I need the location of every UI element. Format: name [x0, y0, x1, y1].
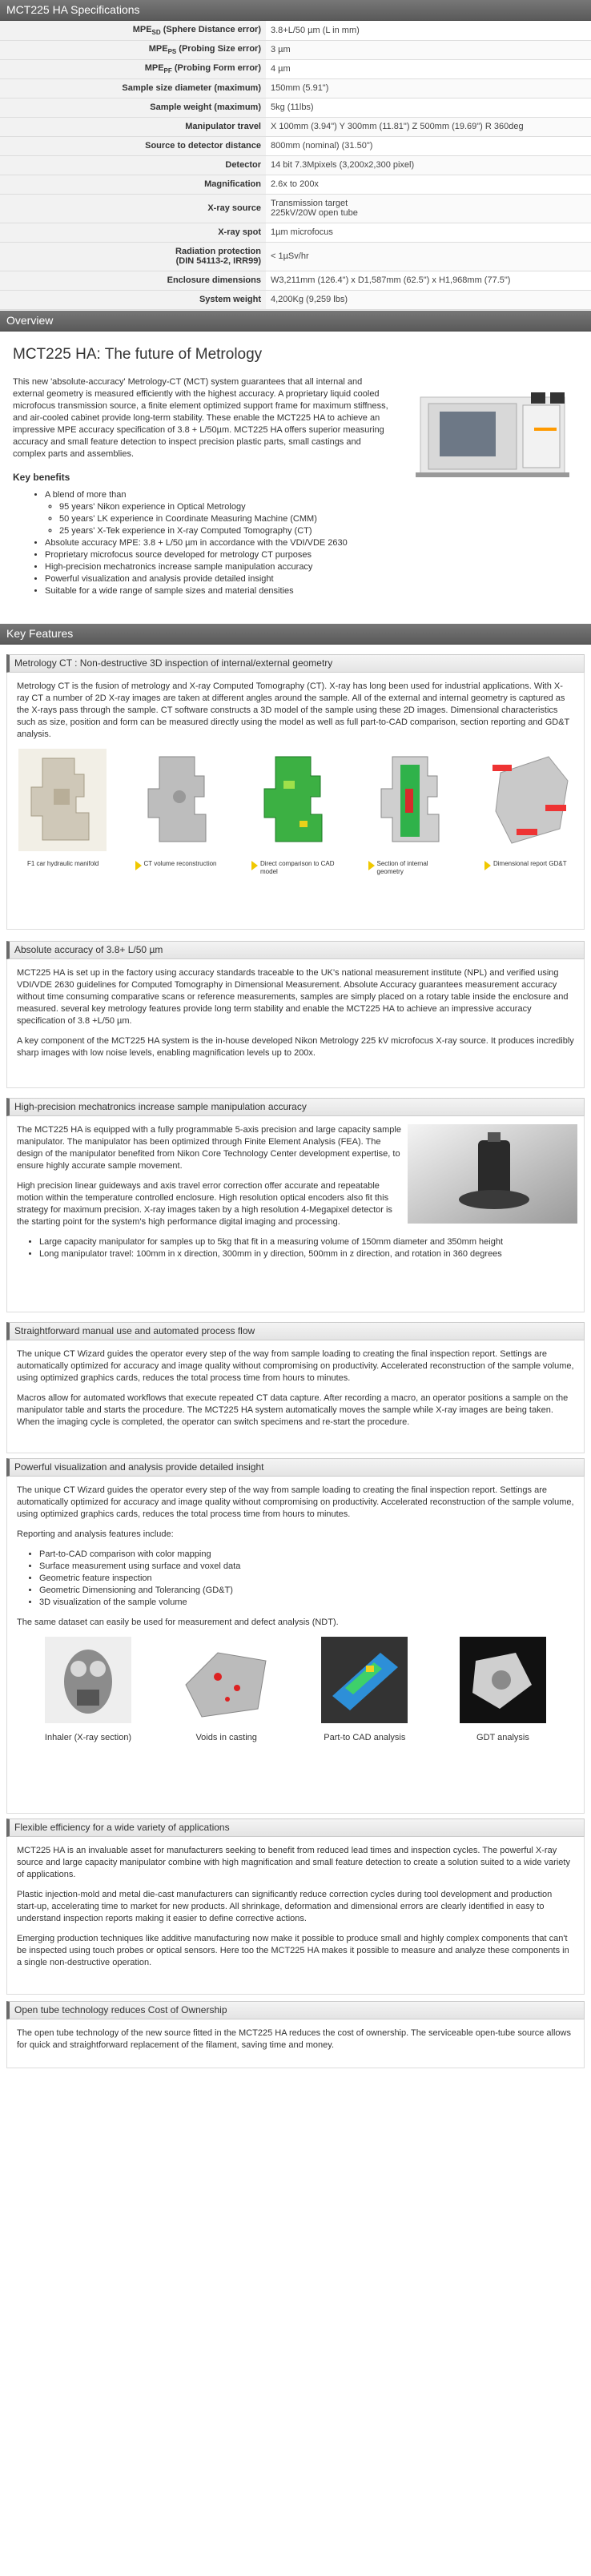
feature-mechatronics-title: High-precision mechatronics increase sample manipulation accuracy: [6, 1098, 585, 1116]
section-image: [368, 749, 456, 851]
feature-visualization-text-2: Reporting and analysis features include:: [17, 1529, 174, 1539]
list-item: • Surface measurement using surface and voxel data: [39, 1561, 574, 1573]
list-item: • Long manipulator travel: 100mm in x direction, 300mm in y direction, 500mm in z direction, and rotation in 360 degrees: [39, 1248, 574, 1260]
spec-value: 800mm (nominal) (31.50"): [266, 136, 591, 155]
feature-visualization-text-1: The unique CT Wizard guides the operator every step of the way from sample loading to creating the final inspection report. Settings are automatically optimized for accuracy and image quality without compromising on productivity. Accelerated reconstruction of the sample volume, using optimized graphics cards, reduces the total process time from hours to minutes.: [17, 1485, 574, 1519]
spec-row: [0, 21, 591, 40]
spec-label: $MPE_{SD}$ (Sphere Distance error): [0, 21, 266, 40]
feature-metrology-ct-title: Metrology CT : Non-destructive 3D inspection of internal/external geometry: [6, 654, 585, 673]
list-item: • Powerful visualization and analysis provide detailed insight: [45, 573, 581, 585]
spec-label: Source to detector distance: [0, 136, 266, 155]
key-benefits-list: [10, 489, 581, 537]
feature-flexible-efficiency-title: Flexible efficiency for a wide variety of applications: [6, 1818, 585, 1837]
spec-label: Sample size diameter (maximum): [0, 78, 266, 98]
thumb-manifold: F1 car hydraulic manifold: [18, 749, 107, 876]
voids-image: [178, 1637, 275, 1723]
arrow-icon: [484, 861, 491, 870]
overview-title: MCT225 HA: The future of Metrology: [13, 345, 263, 363]
feature-mechatronics-text-2: High precision linear guideways and axis travel error correction offer accurate and repeatable motion within the temperature controlled enclosure. High resolution optical encoders also fit this strategy for maximum precision. X-ray images taken by a high resolution 4-Megapixel detector is the starting point for the system's high performance digital imaging and processing.: [17, 1180, 392, 1227]
list-item: ◦ 95 years' Nikon experience in Optical Metrology: [59, 501, 581, 513]
manipulator-image: [408, 1124, 577, 1224]
feature-visualization-title: Powerful visualization and analysis provide detailed insight: [6, 1458, 585, 1477]
feature-open-tube-title: Open tube technology reduces Cost of Ownership: [6, 2001, 585, 2019]
feature-open-tube-text: The open tube technology of the new source fitted in the MCT225 HA reduces the cost of ownership. The serviceable open-tube source allows for quick and straightforward replacement of the filament, saving time and money.: [17, 2027, 571, 2050]
analysis-images: [17, 1637, 574, 1744]
spec-label: X-ray spot: [0, 223, 266, 242]
feature-flexible-efficiency-text-3: Emerging production techniques like additive manufacturing now make it possible to produce small and highly complex components that can't be inspected using touch probes or optical sensors. Here too the MCT225 HA makes it possible to measure and analyze these components in a single non-destructive operation.: [17, 1933, 569, 1967]
specs-table: [0, 21, 591, 310]
manifold-image: [18, 749, 107, 851]
spec-value: W3,211mm (126.4") x D1,587mm (62.5") x H1,968mm (77.5"): [266, 271, 591, 290]
spec-value: 3.8+L/50 µm (L in mm): [266, 21, 591, 40]
visualization-list: [17, 1549, 574, 1609]
spec-row: [0, 290, 591, 309]
feature-mechatronics-text-1: The MCT225 HA is equipped with a fully programmable 5-axis precision and large capacity sample manipulator. The manipulator has been optimized through Finite Element Analysis (FEA). The design of the manipulator benefited from Nikon Core Technology Center development expertise, to ensure highly accurate sample movement.: [17, 1124, 401, 1171]
spec-label: System weight: [0, 290, 266, 309]
thumb-part-to-cad: Part-to CAD analysis: [312, 1637, 416, 1744]
spec-value: Transmission target 225kV/20W open tube: [266, 194, 591, 223]
list-item: ◦ 25 years' X-Tek experience in X-ray Computed Tomography (CT): [59, 525, 581, 537]
arrow-icon: [368, 861, 375, 870]
ct-volume-image: [135, 749, 223, 851]
thumb-inhaler: Inhaler (X-ray section): [36, 1637, 140, 1744]
thumb-voids: Voids in casting: [175, 1637, 279, 1744]
spec-label: Enclosure dimensions: [0, 271, 266, 290]
spec-value: X 100mm (3.94") Y 300mm (11.81") Z 500mm (19.69") R 360deg: [266, 117, 591, 136]
arrow-icon: [135, 861, 142, 870]
key-benefits-title: Key benefits: [13, 471, 70, 483]
cad-compare-image: [251, 749, 340, 851]
list-item: • Geometric Dimensioning and Tolerancing (GD&T): [39, 1585, 574, 1597]
list-item: • Suitable for a wide range of sample sizes and material densities: [45, 585, 581, 597]
spec-row: [0, 78, 591, 98]
spec-value: 4,200Kg (9,259 lbs): [266, 290, 591, 309]
spec-row: [0, 117, 591, 136]
feature-process-flow-text-1: The unique CT Wizard guides the operator every step of the way from sample loading to creating the final inspection report. Settings are automatically optimized for accuracy and image quality without compromising on productivity. Accelerated reconstruction of the sample volume, using optimized graphics cards, reduces the total process time from hours to minutes.: [17, 1348, 574, 1383]
spec-value: 1µm microfocus: [266, 223, 591, 242]
overview-text: This new 'absolute-accuracy' Metrology-CT (MCT) system guarantees that all internal and external geometry is measured efficiently with the highest accuracy. A proprietary liquid cooled microfocus transmission source, a finite element optimized support frame for maximum stiffness, and air-cooled cabinet provide long-term stability. These enable the MCT225 HA to achieve an impressive MPE accuracy specification of 3.8 + L/50µm. MCT225 HA offers superior measuring accuracy and small feature detection to inspect precision plastic parts, small castings and complex parts and assemblies.: [13, 376, 388, 459]
spec-row: [0, 98, 591, 117]
report-image: [484, 749, 573, 851]
spec-row: [0, 175, 591, 194]
thumb-report: Dimensional report GD&T: [484, 749, 573, 876]
list-item: ◦ 50 years' LK experience in Coordinate Measuring Machine (CMM): [59, 513, 581, 525]
feature-flexible-efficiency-text-2: Plastic injection-mold and metal die-cast manufacturers can significantly reduce correction cycles during tool development and production start-up, accelerating time to market for new products. All shrinkage, deformation and dimensional errors are clearly identified in easy to understand inspection reports making it easier to define corrective actions.: [17, 1889, 553, 1923]
feature-absolute-accuracy-title: Absolute accuracy of 3.8+ L/50 µm: [6, 941, 585, 959]
ct-process-images: [17, 749, 574, 876]
feature-visualization-text-3: The same dataset can easily be used for measurement and defect analysis (NDT).: [17, 1617, 339, 1627]
list-item: • Part-to-CAD comparison with color mapping: [39, 1549, 574, 1561]
list-item: • 3D visualization of the sample volume: [39, 1597, 574, 1609]
feature-flexible-efficiency-text-1: MCT225 HA is an invaluable asset for manufacturers seeking to benefit from reduced lead times and inspection cycles. The powerful X-ray source and large capacity manipulator combine with high magnification and small feature detection to create a solution suited to a wide variety of applications.: [17, 1845, 570, 1879]
feature-absolute-accuracy-text-1: MCT225 HA is set up in the factory using accuracy standards traceable to the UK's national measurement institute (NPL) and verified using VDI/VDE 2630 guidelines for Computed Tomography in Dimensional Measurement. Absolute Accuracy guarantees measurement accuracy without time consuming comparative scans or reference measurements, samples are simply placed on a rotary table inside the enclosure and measured. several key metrology features provide long term stability and enable the MCT225 HA to achieve an impressive accuracy specification of 3.8 +L/50 µm.: [17, 967, 569, 1026]
spec-row: [0, 155, 591, 175]
spec-row: [0, 40, 591, 59]
spec-value: 14 bit 7.3Mpixels (3,200x2,300 pixel): [266, 155, 591, 175]
spec-value: 4 µm: [266, 59, 591, 78]
spec-value: 150mm (5.91"): [266, 78, 591, 98]
machine-image: [404, 386, 579, 482]
list-item: • A blend of more than ◦ 95 years' Nikon experience in Optical Metrology ◦ 50 years' LK experience in Coordinate Measuring Machine (CMM) ◦ 25 years' X-Tek experience in X-ray Computed Tomography (CT): [45, 489, 581, 537]
thumb-ct-volume: CT volume reconstruction: [135, 749, 223, 876]
inhaler-image: [45, 1637, 131, 1723]
spec-value: 5kg (11lbs): [266, 98, 591, 117]
part-to-cad-image: [321, 1637, 408, 1723]
thumb-section: Section of internal geometry: [368, 749, 456, 876]
spec-row: [0, 194, 591, 223]
spec-value: 3 µm: [266, 40, 591, 59]
specs-section-title: MCT225 HA Specifications: [0, 0, 591, 21]
thumb-gdt: GDT analysis: [451, 1637, 555, 1744]
spec-row: [0, 136, 591, 155]
list-item: • Geometric feature inspection: [39, 1573, 574, 1585]
spec-row: [0, 242, 591, 271]
list-item: • Large capacity manipulator for samples up to 5kg that fit in a measuring volume of 150mm diameter and 350mm height: [39, 1236, 574, 1248]
spec-label: Manipulator travel: [0, 117, 266, 136]
spec-value: 2.6x to 200x: [266, 175, 591, 194]
list-item: • High-precision mechatronics increase sample manipulation accuracy: [45, 561, 581, 573]
spec-label: $MPE_{PF}$ (Probing Form error): [0, 59, 266, 78]
list-item: • Absolute accuracy MPE: 3.8 + L/50 µm in accordance with the VDI/VDE 2630: [45, 537, 581, 549]
list-item: • Proprietary microfocus source developed for metrology CT purposes: [45, 549, 581, 561]
spec-row: [0, 223, 591, 242]
spec-label: Radiation protection (DIN 54113-2, IRR99): [0, 242, 266, 271]
overview-section: [0, 332, 591, 624]
overview-section-title: Overview: [0, 311, 591, 332]
feature-metrology-ct-text: Metrology CT is the fusion of metrology and X-ray Computed Tomography (CT). X-ray has long been used for industrial applications. With X-ray CT a number of 2D X-ray images are taken at different angles around the sample. All of the external and internal geometry is captured as the X-rays pass through the sample. CT software constructs a 3D model of the sample using these 2D images. Dimensional characteristics such as size, position and form can be measured directly using the model as well as full part-to-CAD comparison, section reporting and GD&T analysis.: [17, 681, 570, 739]
spec-value: < 1µSv/hr: [266, 242, 591, 271]
spec-row: [0, 59, 591, 78]
spec-label: Sample weight (maximum): [0, 98, 266, 117]
feature-process-flow-title: Straightforward manual use and automated process flow: [6, 1322, 585, 1340]
spec-label: Magnification: [0, 175, 266, 194]
feature-absolute-accuracy-text-2: A key component of the MCT225 HA system is the in-house developed Nikon Metrology 225 kV microfocus X-ray source. It produces incredibly sharp images with low noise levels, enabling magnification levels up to 200x.: [17, 1035, 574, 1058]
spec-label: $MPE_{PS}$ (Probing Size error): [0, 40, 266, 59]
feature-process-flow-text-2: Macros allow for automated workflows that execute repeated CT data capture. After recording a macro, an operator positions a sample on the manipulator table and starts the procedure. The MCT225 HA system automatically moves the sample while X-ray images are being taken. When the imaging cycle is completed, the operator can switch specimens and re-start the procedure.: [17, 1392, 569, 1427]
mechatronics-list: [17, 1236, 574, 1260]
spec-label: X-ray source: [0, 194, 266, 223]
key-features-section-title: Key Features: [0, 624, 591, 645]
thumb-cad-compare: Direct comparison to CAD model: [251, 749, 340, 876]
spec-label: Detector: [0, 155, 266, 175]
gdt-image: [460, 1637, 546, 1723]
spec-row: [0, 271, 591, 290]
arrow-icon: [251, 861, 258, 870]
